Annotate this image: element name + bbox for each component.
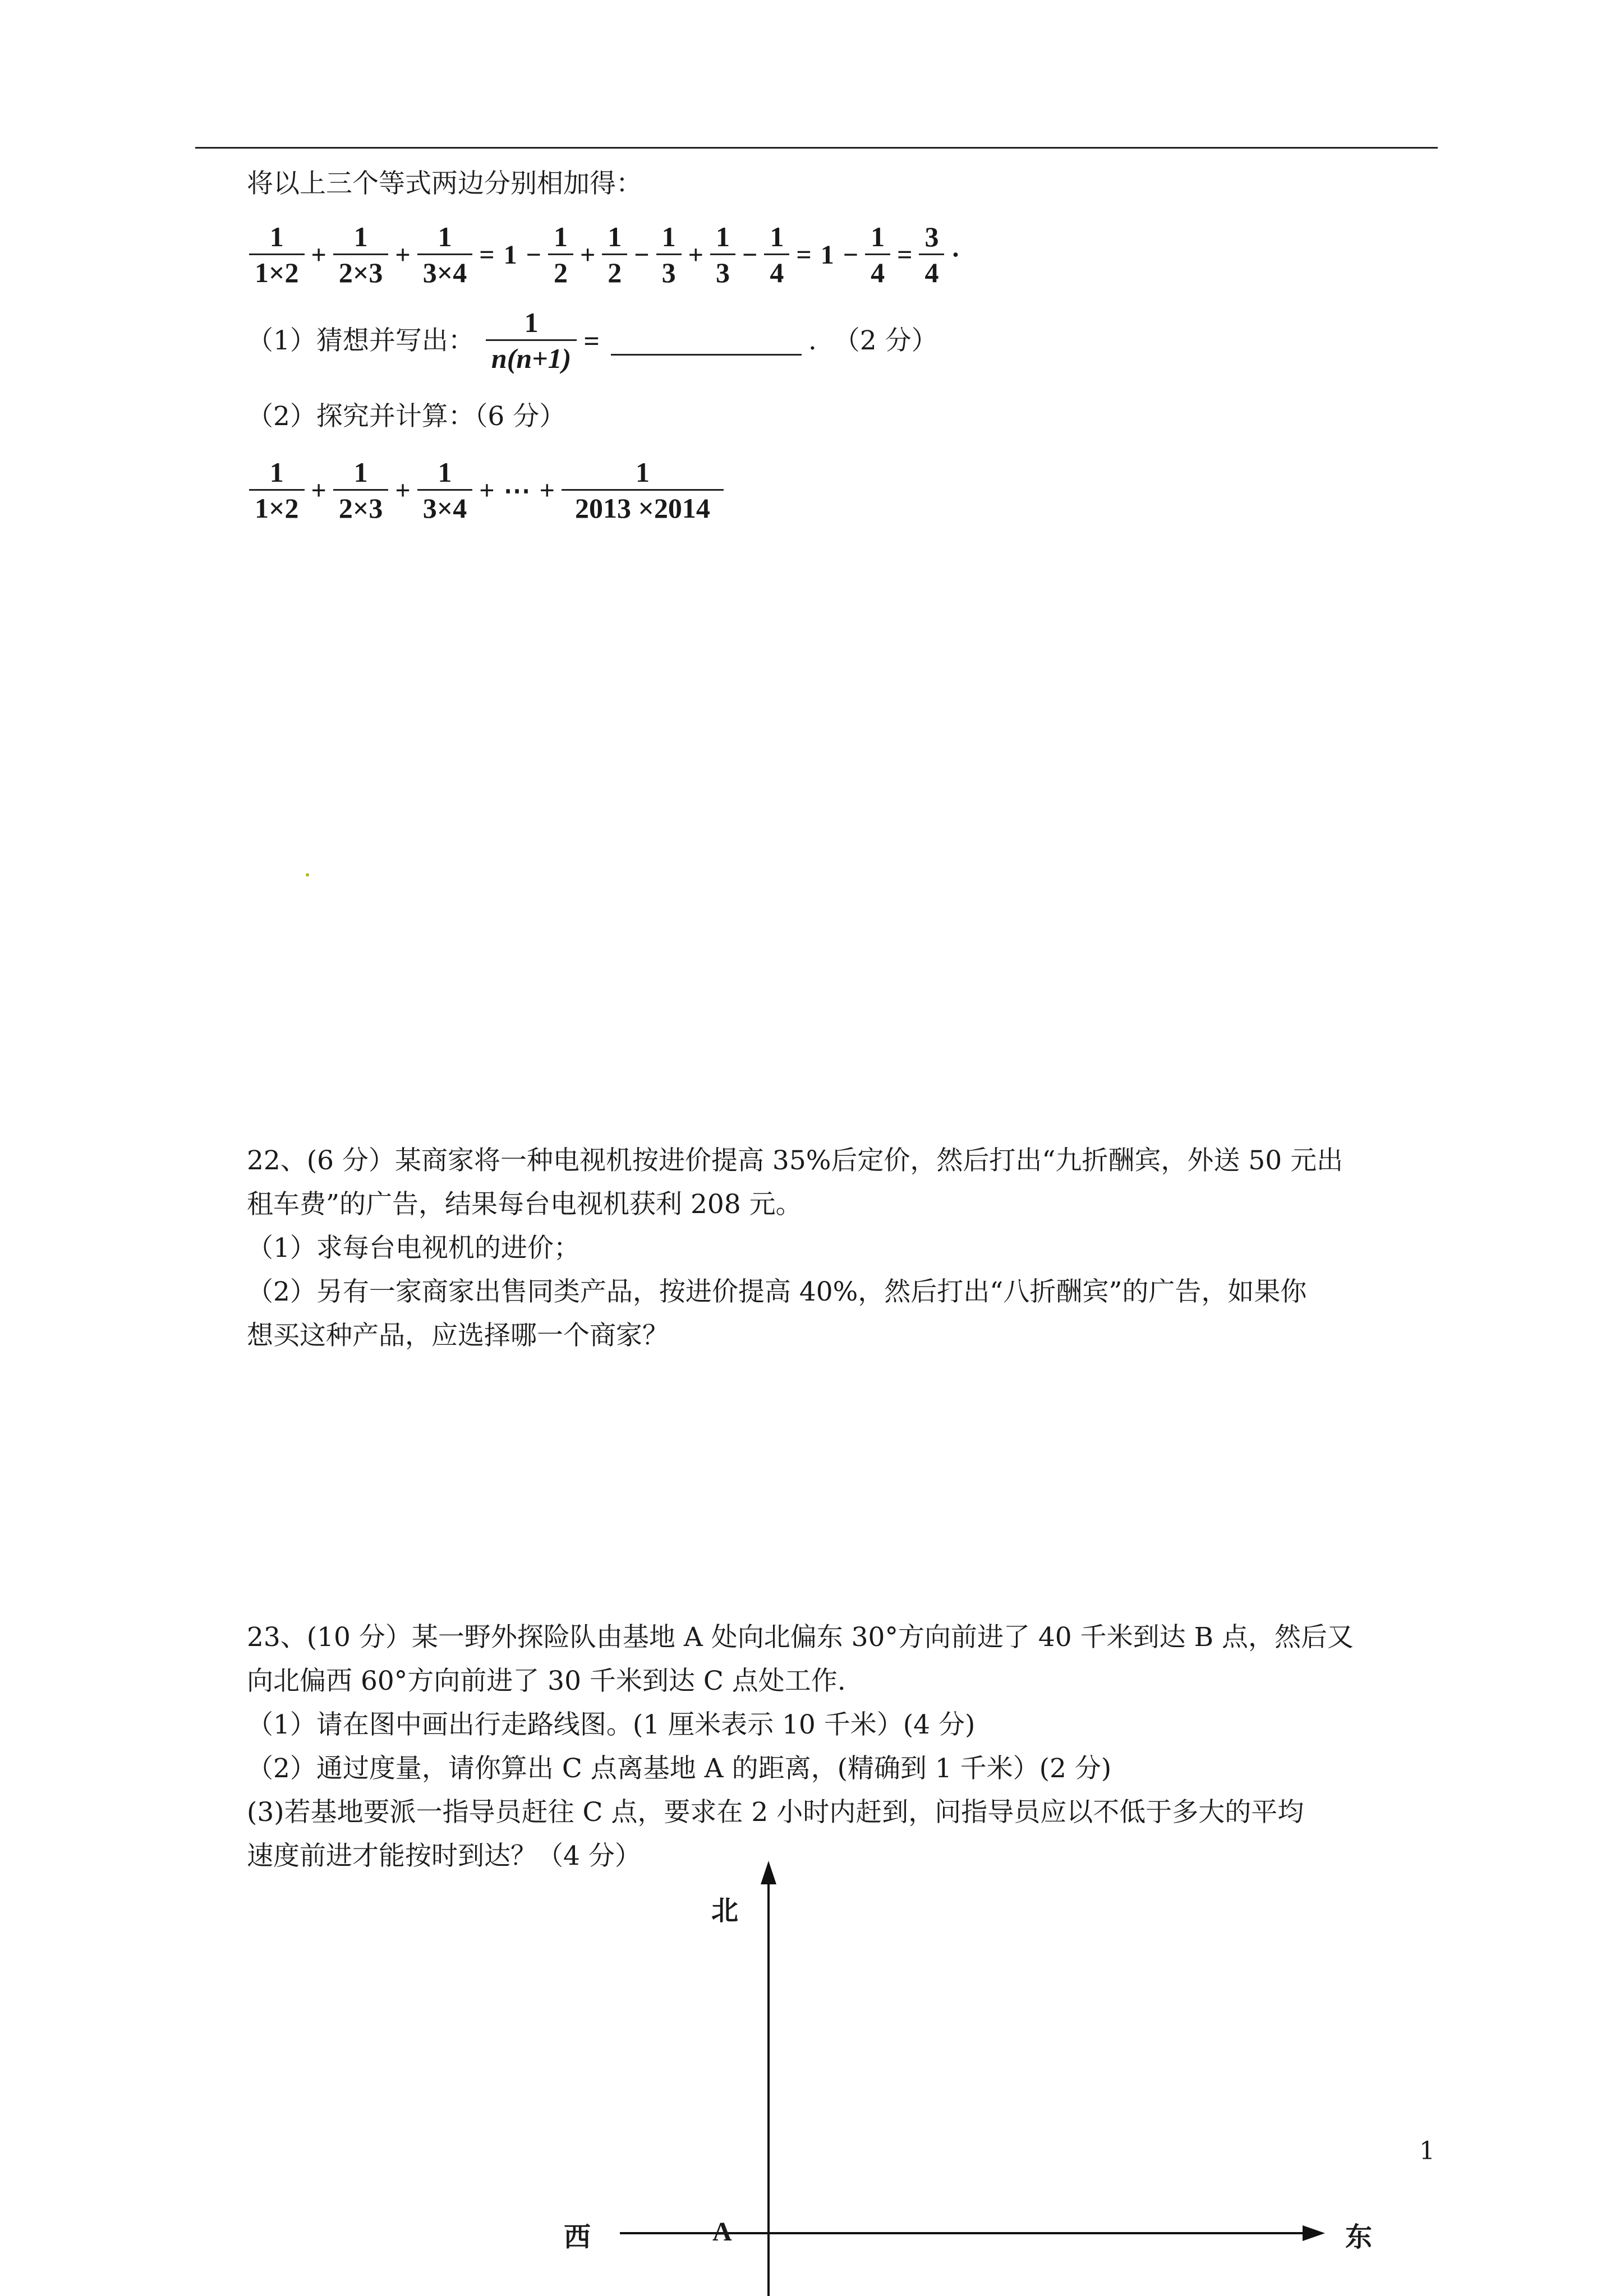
- question-21-2-label: （2）探究并计算：（6 分）: [247, 401, 566, 432]
- fraction-last: $\frac{1}{2013 \times 2014}$: [562, 455, 724, 525]
- q22-line4: （2）另有一家商家出售同类产品，按进价提高 40%，然后打出“八折酬宾”的广告，如果你: [247, 1276, 1307, 1307]
- q22-line3: （1）求每台电视机的进价；: [247, 1233, 580, 1264]
- east-label: 东: [1345, 2221, 1373, 2253]
- north-label: 北: [711, 1895, 739, 1926]
- fraction-3x4: $\frac{1}{3\times 4}$: [417, 220, 473, 290]
- fraction-n: $\frac{1}{n(n+1)}$: [486, 306, 577, 376]
- q23-line5: (3)若基地要派一指导员赶往 C 点，要求在 2 小时内赶到，问指导员应以不低于多大的平均: [247, 1797, 1304, 1828]
- page-number: 1: [1419, 2137, 1435, 2165]
- fraction-2x3: $\frac{1}{2\times 3}$: [333, 220, 389, 290]
- west-label: 西: [564, 2221, 591, 2253]
- origin-label-a: A: [712, 2217, 732, 2247]
- q23-line2: 向北偏西 60°方向前进了 30 千米到达 C 点处工作.: [247, 1666, 846, 1696]
- question-21-1: （1）猜想并写出： $\frac{1}{n(n+1)}$ = . （2 分）: [247, 306, 938, 376]
- q23-line6: 速度前进才能按时到达？（4 分）: [247, 1841, 641, 1871]
- q23-line4: （2）通过度量，请你算出 C 点离基地 A 的距离，(精确到 1 千米）(2 分): [247, 1753, 1112, 1784]
- fraction-quarter: $\frac{1}{4}$: [764, 220, 789, 290]
- fraction-1x2: $\frac{1}{1\times 2}$: [249, 220, 305, 290]
- fraction-result: $\frac{3}{4}$: [919, 220, 944, 290]
- fraction-1x2: $\frac{1}{1\times 2}$: [249, 455, 305, 525]
- score: （2 分）: [833, 325, 938, 356]
- fraction-third: $\frac{1}{3}$: [656, 220, 682, 290]
- q22-line2: 租车费”的广告，结果每台电视机获利 208 元。: [247, 1189, 802, 1220]
- fraction-quarter: $\frac{1}{4}$: [865, 220, 890, 290]
- q23-line3: （1）请在图中画出行走路线图。(1 厘米表示 10 千米）(4 分): [247, 1709, 976, 1740]
- north-arrow-icon: [761, 1861, 776, 1884]
- series-expression: $\frac{1}{1\times 2}$ + $\frac{1}{2\times 3}$ + $\frac{1}{3\times 4}$ + ⋯ + $\frac{1}{2013 \times 2014}$: [247, 455, 726, 525]
- fraction-half: $\frac{1}{2}$: [602, 220, 627, 290]
- fraction-third: $\frac{1}{3}$: [710, 220, 735, 290]
- question-label: （1）猜想并写出：: [247, 325, 475, 356]
- fraction-3x4: $\frac{1}{3\times 4}$: [417, 455, 473, 525]
- q22-line5: 想买这种产品，应选择哪一个商家？: [247, 1320, 669, 1351]
- intro-text: 将以上三个等式两边分别相加得：: [247, 168, 642, 199]
- sum-equation: $\frac{1}{1\times 2}$ + $\frac{1}{2\times 3}$ + $\frac{1}{3\times 4}$ = 1 − $\frac{1}{2}$ + $\frac{1}{2}$ − $\frac{1}{3}$ + $\frac{1}{3}$ − $\frac{1}{4}$ = 1 − $\frac{1}{4}$ = $\frac{3}{4}$ ·: [247, 220, 964, 290]
- east-arrow-icon: [1303, 2225, 1325, 2241]
- q23-line1: 23、(10 分）某一野外探险队由基地 A 处向北偏东 30°方向前进了 40 千米到达 B 点，然后又: [247, 1622, 1354, 1653]
- fraction-half: $\frac{1}{2}$: [548, 220, 573, 290]
- q22-line1: 22、(6 分）某商家将一种电视机按进价提高 35%后定价，然后打出“九折酬宾，外送 50 元出: [247, 1145, 1344, 1176]
- fraction-2x3: $\frac{1}{2\times 3}$: [333, 455, 389, 525]
